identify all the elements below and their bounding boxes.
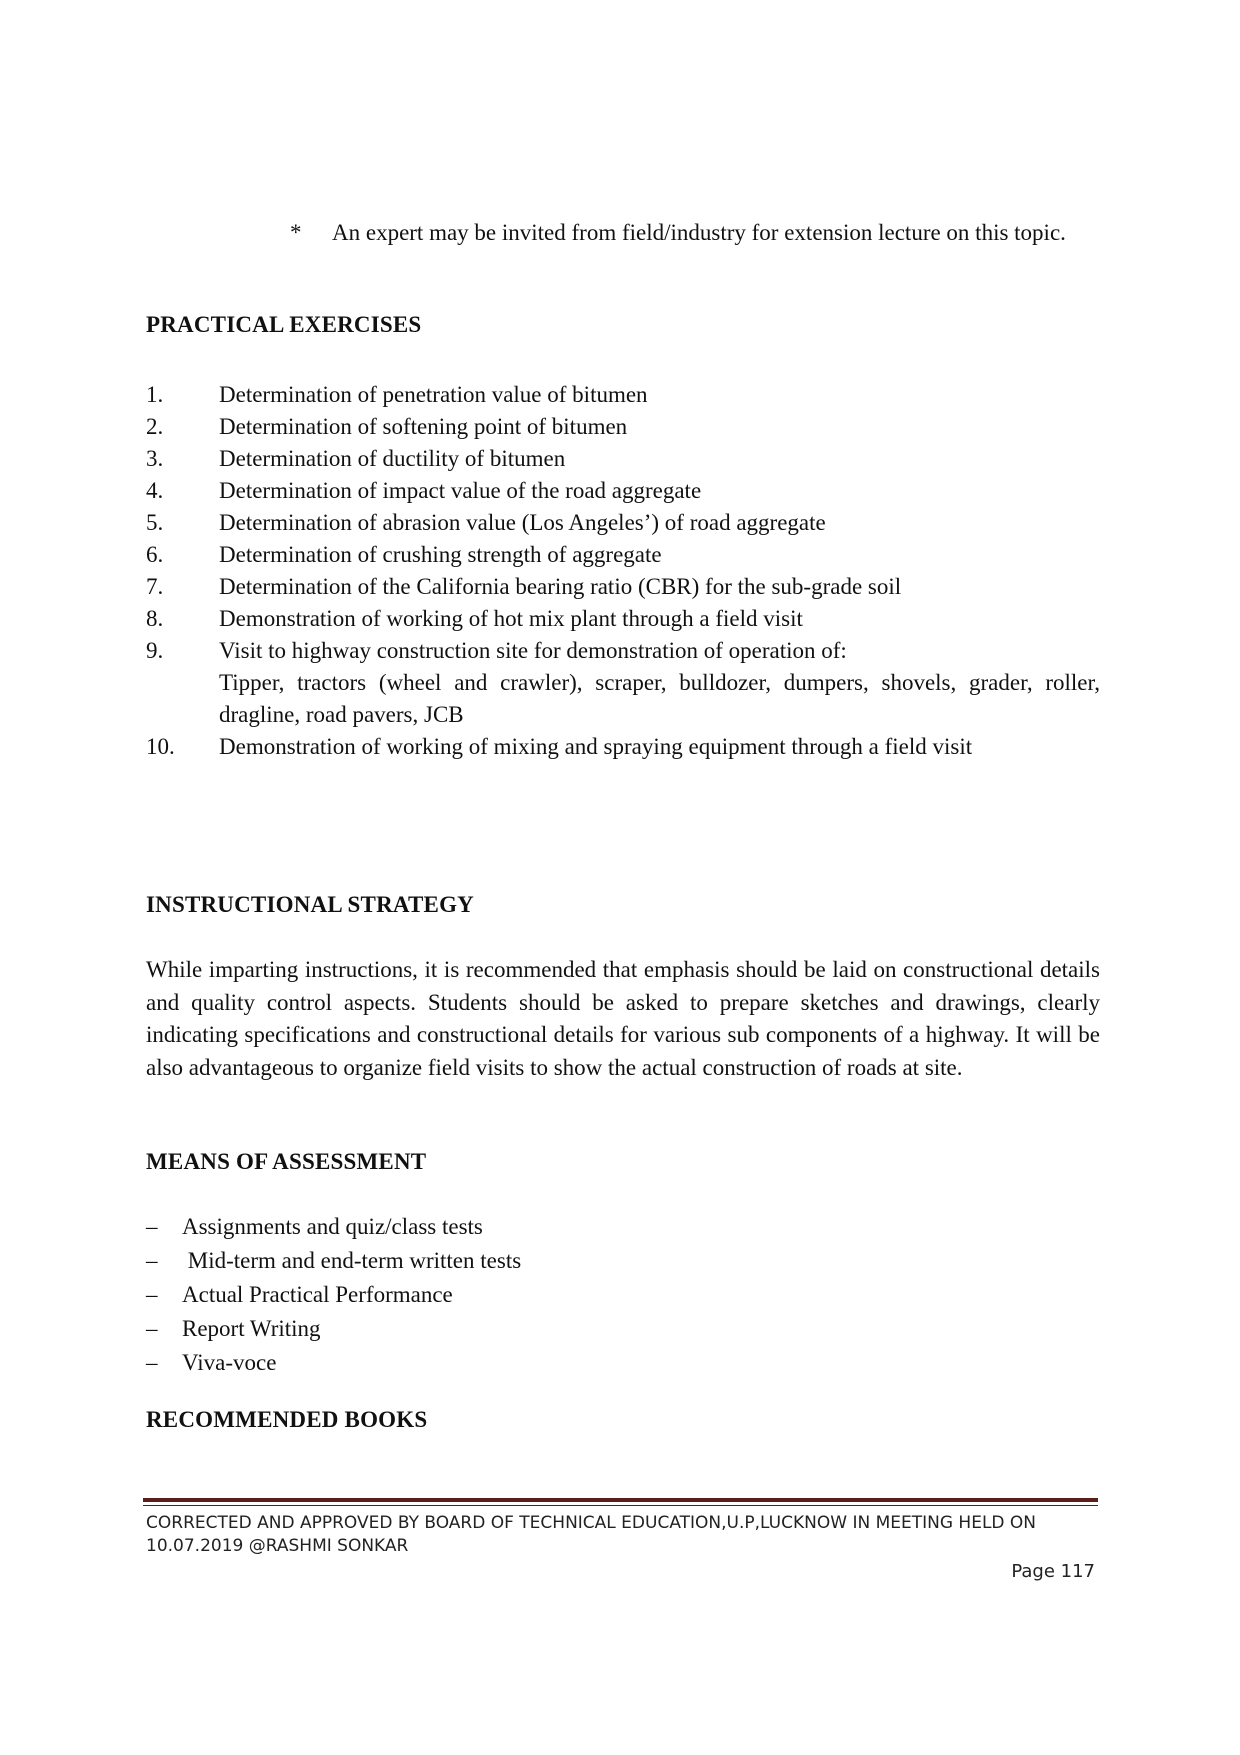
recommended-books-heading: RECOMMENDED BOOKS: [146, 1407, 428, 1432]
list-item: [146, 411, 1100, 443]
list-item: [146, 1244, 521, 1278]
list-item: [146, 443, 1100, 475]
dash-marker: –: [146, 1350, 158, 1375]
item-text: Determination of the California bearing ratio (CBR) for the sub-grade soil: [219, 574, 902, 599]
item-text: Determination of crushing strength of aggregate: [219, 542, 662, 567]
list-item: [146, 1210, 521, 1244]
item-text: Demonstration of working of hot mix plant through a field visit: [219, 606, 803, 631]
note-marker: *: [290, 220, 302, 245]
footer-line-2: 10.07.2019 @RASHMI SONKAR: [146, 1536, 409, 1556]
instructional-strategy-heading: INSTRUCTIONAL STRATEGY: [146, 892, 474, 917]
item-number: 6.: [146, 542, 164, 567]
list-item: [146, 603, 1100, 635]
list-item: [146, 1278, 521, 1312]
item-number: 1.: [146, 382, 164, 407]
dash-marker: –: [146, 1248, 158, 1273]
list-item: [146, 539, 1100, 571]
item-text: Determination of abrasion value (Los Angeles’) of road aggregate: [219, 510, 826, 535]
dash-marker: –: [146, 1282, 158, 1307]
dash-marker: –: [146, 1214, 158, 1239]
footer-line-1: CORRECTED AND APPROVED BY BOARD OF TECHNICAL EDUCATION,U.P,LUCKNOW IN MEETING HELD ON: [146, 1513, 1037, 1533]
list-item: [146, 571, 1100, 603]
item-detail-text: Tipper, tractors (wheel and crawler), scraper, bulldozer, dumpers, shovels, grader, roller, dragline, road pavers, JCB: [219, 670, 1100, 727]
item-text: Assignments and quiz/class tests: [182, 1214, 483, 1239]
item-number: 9.: [146, 638, 164, 663]
expert-note: [290, 217, 1100, 249]
list-item: [146, 731, 1100, 763]
list-item: [146, 1312, 521, 1346]
list-item: [146, 475, 1100, 507]
item-number: 10.: [146, 734, 175, 759]
note-text: An expert may be invited from field/industry for extension lecture on this topic.: [332, 220, 1066, 245]
item-number: 7.: [146, 574, 164, 599]
practical-exercises-list: [146, 379, 1100, 763]
item-text: Mid-term and end-term written tests: [182, 1248, 522, 1273]
item-text: Determination of softening point of bitumen: [219, 414, 628, 439]
means-of-assessment-heading: MEANS OF ASSESSMENT: [146, 1149, 427, 1174]
footer-approval-text: [146, 1512, 1106, 1558]
item-number: 5.: [146, 510, 164, 535]
item-text: Visit to highway construction site for demonstration of operation of:: [219, 638, 847, 663]
assessment-list: [146, 1210, 521, 1380]
list-item: [146, 635, 1100, 731]
item-number: 2.: [146, 414, 164, 439]
item-text: Actual Practical Performance: [182, 1282, 453, 1307]
dash-marker: –: [146, 1316, 158, 1341]
page-number: Page 117: [1011, 1561, 1095, 1582]
instructional-strategy-text: While imparting instructions, it is recommended that emphasis should be laid on constructional details and quality control aspects. Students should be asked to prepare sketches and drawings, clearly indicating specifications and constructional details for various sub components of a highway. It will be also advantageous to organize field visits to show the actual construction of roads at site.: [146, 957, 1100, 1080]
item-text: Report Writing: [182, 1316, 321, 1341]
list-item: [146, 379, 1100, 411]
item-number: 8.: [146, 606, 164, 631]
practical-exercises-heading: PRACTICAL EXERCISES: [146, 312, 422, 337]
footer-rule: [143, 1498, 1098, 1502]
item-text: Determination of ductility of bitumen: [219, 446, 566, 471]
item-text: Demonstration of working of mixing and spraying equipment through a field visit: [219, 734, 973, 759]
item-number: 4.: [146, 478, 164, 503]
list-item: [146, 1346, 521, 1380]
list-item: [146, 507, 1100, 539]
footer-rule-thin: [143, 1505, 1098, 1506]
item-text: Determination of penetration value of bitumen: [219, 382, 648, 407]
item-text: Viva-voce: [182, 1350, 277, 1375]
item-number: 3.: [146, 446, 164, 471]
item-text: Determination of impact value of the road aggregate: [219, 478, 702, 503]
